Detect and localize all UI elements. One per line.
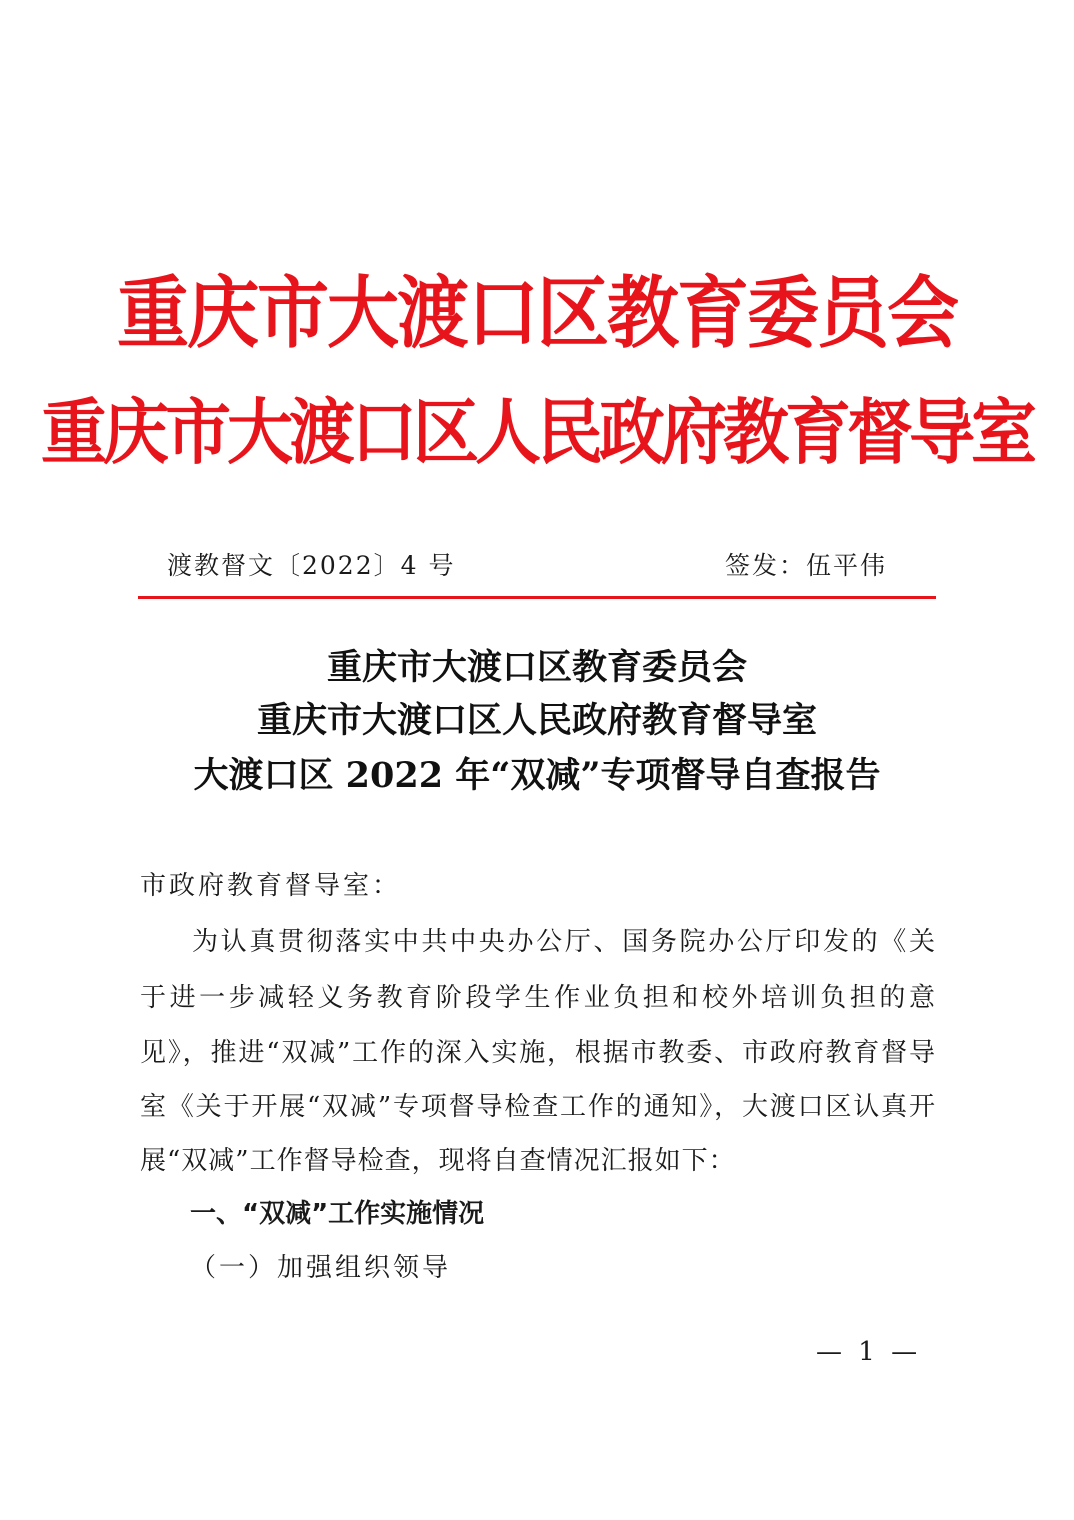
issuer-header-line-2: 重庆市大渡口区人民政府教育督导室 <box>41 390 1033 475</box>
section-heading: 一、“双减”工作实施情况 <box>190 1199 485 1229</box>
salutation: 市政府教育督导室： <box>140 871 402 901</box>
document-number: 渡教督文〔2022〕4 号 <box>167 551 456 580</box>
body-text-line: 于进一步减轻义务教育阶段学生作业负担和校外培训负担的意 <box>140 983 936 1013</box>
issuer-header-line-1: 重庆市大渡口区教育委员会 <box>116 267 957 359</box>
report-title-line-3: 大渡口区 2022 年“双减”专项督导自查报告 <box>193 755 881 796</box>
body-text-line: 展“双减”工作督导检查，现将自查情况汇报如下： <box>140 1146 736 1176</box>
page-number: — 1 — <box>816 1337 922 1367</box>
report-title-line-2: 重庆市大渡口区人民政府教育督导室 <box>256 700 817 741</box>
body-text-line: 见》，推进“双减”工作的深入实施，根据市教委、市政府教育督导 <box>140 1038 936 1068</box>
body-text-line: 为认真贯彻落实中共中央办公厅、国务院办公厅印发的《关 <box>192 927 936 957</box>
document-meta-row <box>167 546 887 586</box>
body-text-line: 室《关于开展“双减”专项督导检查工作的通知》，大渡口区认真开 <box>140 1092 936 1122</box>
red-divider-line <box>138 596 936 599</box>
subsection-heading: （一）加强组织领导 <box>190 1253 452 1283</box>
signer: 签发：伍平伟 <box>724 551 887 580</box>
report-title-line-1: 重庆市大渡口区教育委员会 <box>326 647 747 688</box>
